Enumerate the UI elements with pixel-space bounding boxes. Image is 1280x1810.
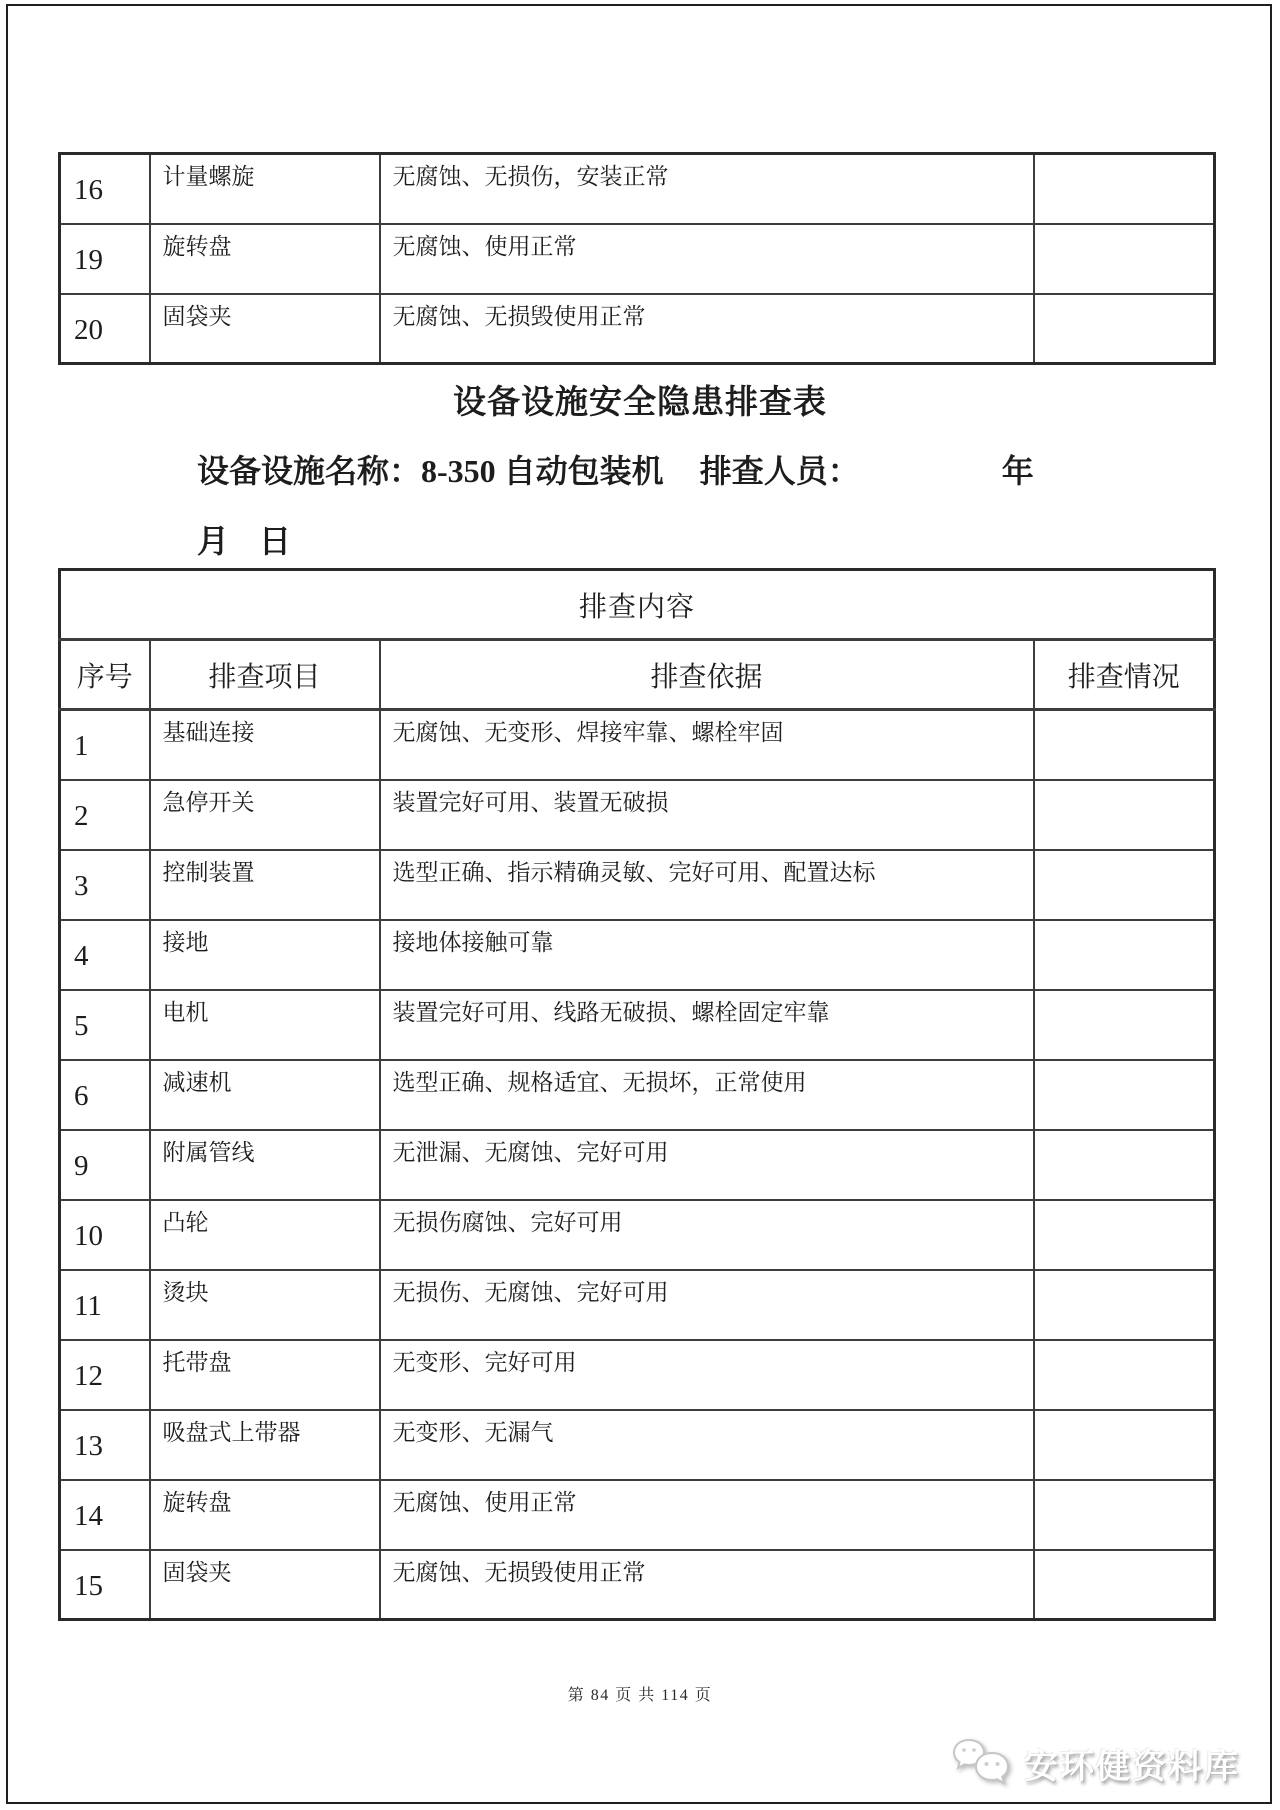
inspection-status-cell — [1034, 850, 1215, 920]
row-number: 10 — [60, 1200, 150, 1270]
table-row — [60, 990, 1215, 1060]
table-row — [60, 920, 1215, 990]
wechat-bubbles-icon — [952, 1736, 1014, 1790]
subtitle-line-1 — [197, 446, 1034, 492]
column-header-no: 序号 — [60, 640, 150, 710]
inspection-basis: 无腐蚀、使用正常 — [380, 224, 1034, 294]
day-label: 日 — [259, 523, 292, 559]
inspection-item: 附属管线 — [150, 1130, 380, 1200]
inspection-basis: 无损伤腐蚀、完好可用 — [380, 1200, 1034, 1270]
inspection-item: 电机 — [150, 990, 380, 1060]
inspection-basis: 选型正确、规格适宜、无损坏，正常使用 — [380, 1060, 1034, 1130]
table-header-row — [60, 640, 1215, 710]
inspection-item: 烫块 — [150, 1270, 380, 1340]
row-number: 3 — [60, 850, 150, 920]
inspection-basis: 无腐蚀、无损伤，安装正常 — [380, 154, 1034, 224]
year-label: 年 — [1001, 453, 1034, 489]
inspection-item: 固袋夹 — [150, 294, 380, 364]
continuation-table — [58, 152, 1216, 365]
watermark-text: 安环健资料库 — [1024, 1747, 1240, 1786]
inspection-status-cell — [1034, 1410, 1215, 1480]
row-number: 16 — [60, 154, 150, 224]
row-number: 4 — [60, 920, 150, 990]
inspection-basis: 无腐蚀、无损毁使用正常 — [380, 1550, 1034, 1620]
table-row — [60, 1200, 1215, 1270]
inspection-status-cell — [1034, 294, 1215, 364]
row-number: 12 — [60, 1340, 150, 1410]
column-header-status: 排查情况 — [1034, 640, 1215, 710]
table-row — [60, 1060, 1215, 1130]
inspection-status-cell — [1034, 1340, 1215, 1410]
table-row — [60, 1340, 1215, 1410]
table-caption: 排查内容 — [60, 570, 1215, 640]
table-row — [60, 710, 1215, 780]
inspection-basis: 无损伤、无腐蚀、完好可用 — [380, 1270, 1034, 1340]
table-row — [60, 154, 1215, 224]
subtitle-line-2 — [197, 516, 291, 562]
row-number: 20 — [60, 294, 150, 364]
inspection-table — [58, 568, 1216, 1621]
table-row — [60, 1130, 1215, 1200]
row-number: 2 — [60, 780, 150, 850]
inspection-item: 接地 — [150, 920, 380, 990]
table-row — [60, 224, 1215, 294]
inspection-basis: 无泄漏、无腐蚀、完好可用 — [380, 1130, 1034, 1200]
inspection-status-cell — [1034, 224, 1215, 294]
inspection-basis: 装置完好可用、线路无破损、螺栓固定牢靠 — [380, 990, 1034, 1060]
inspection-item: 旋转盘 — [150, 1480, 380, 1550]
inspection-item: 旋转盘 — [150, 224, 380, 294]
table-row — [60, 850, 1215, 920]
row-number: 11 — [60, 1270, 150, 1340]
column-header-basis: 排查依据 — [380, 640, 1034, 710]
inspection-item: 减速机 — [150, 1060, 380, 1130]
inspection-basis: 接地体接触可靠 — [380, 920, 1034, 990]
row-number: 6 — [60, 1060, 150, 1130]
inspection-item: 固袋夹 — [150, 1550, 380, 1620]
inspection-status-cell — [1034, 1270, 1215, 1340]
inspection-status-cell — [1034, 780, 1215, 850]
inspection-status-cell — [1034, 710, 1215, 780]
row-number: 9 — [60, 1130, 150, 1200]
row-number: 15 — [60, 1550, 150, 1620]
page-number: 第 84 页 共 114 页 — [567, 1687, 713, 1704]
inspection-basis: 选型正确、指示精确灵敏、完好可用、配置达标 — [380, 850, 1034, 920]
table-row — [60, 294, 1215, 364]
inspection-status-cell — [1034, 1550, 1215, 1620]
watermark — [952, 1736, 1240, 1790]
table-row — [60, 1410, 1215, 1480]
inspection-item: 吸盘式上带器 — [150, 1410, 380, 1480]
inspection-basis: 无变形、完好可用 — [380, 1340, 1034, 1410]
row-number: 14 — [60, 1480, 150, 1550]
inspection-basis: 装置完好可用、装置无破损 — [380, 780, 1034, 850]
row-number: 1 — [60, 710, 150, 780]
column-header-item: 排查项目 — [150, 640, 380, 710]
inspection-item: 基础连接 — [150, 710, 380, 780]
inspection-basis: 无腐蚀、使用正常 — [380, 1480, 1034, 1550]
inspection-basis: 无腐蚀、无变形、焊接牢靠、螺栓牢固 — [380, 710, 1034, 780]
inspection-status-cell — [1034, 1200, 1215, 1270]
row-number: 19 — [60, 224, 150, 294]
table-row — [60, 1480, 1215, 1550]
table-row — [60, 1270, 1215, 1340]
inspection-status-cell — [1034, 1060, 1215, 1130]
inspection-item: 计量螺旋 — [150, 154, 380, 224]
device-name-label: 设备设施名称： — [197, 453, 422, 489]
month-label: 月 — [197, 523, 230, 559]
inspection-basis: 无腐蚀、无损毁使用正常 — [380, 294, 1034, 364]
table-row — [60, 1550, 1215, 1620]
inspection-item: 急停开关 — [150, 780, 380, 850]
table-caption-row — [60, 570, 1215, 640]
table-row — [60, 780, 1215, 850]
page-title: 设备设施安全隐患排查表 — [453, 385, 827, 421]
inspection-item: 凸轮 — [150, 1200, 380, 1270]
inspection-basis: 无变形、无漏气 — [380, 1410, 1034, 1480]
row-number: 13 — [60, 1410, 150, 1480]
inspection-status-cell — [1034, 990, 1215, 1060]
inspection-item: 控制装置 — [150, 850, 380, 920]
device-name-value: 8-350 自动包装机 — [421, 453, 664, 489]
inspection-status-cell — [1034, 154, 1215, 224]
inspection-status-cell — [1034, 1480, 1215, 1550]
inspector-label: 排查人员： — [699, 453, 860, 489]
inspection-status-cell — [1034, 920, 1215, 990]
inspection-status-cell — [1034, 1130, 1215, 1200]
row-number: 5 — [60, 990, 150, 1060]
inspection-item: 托带盘 — [150, 1340, 380, 1410]
